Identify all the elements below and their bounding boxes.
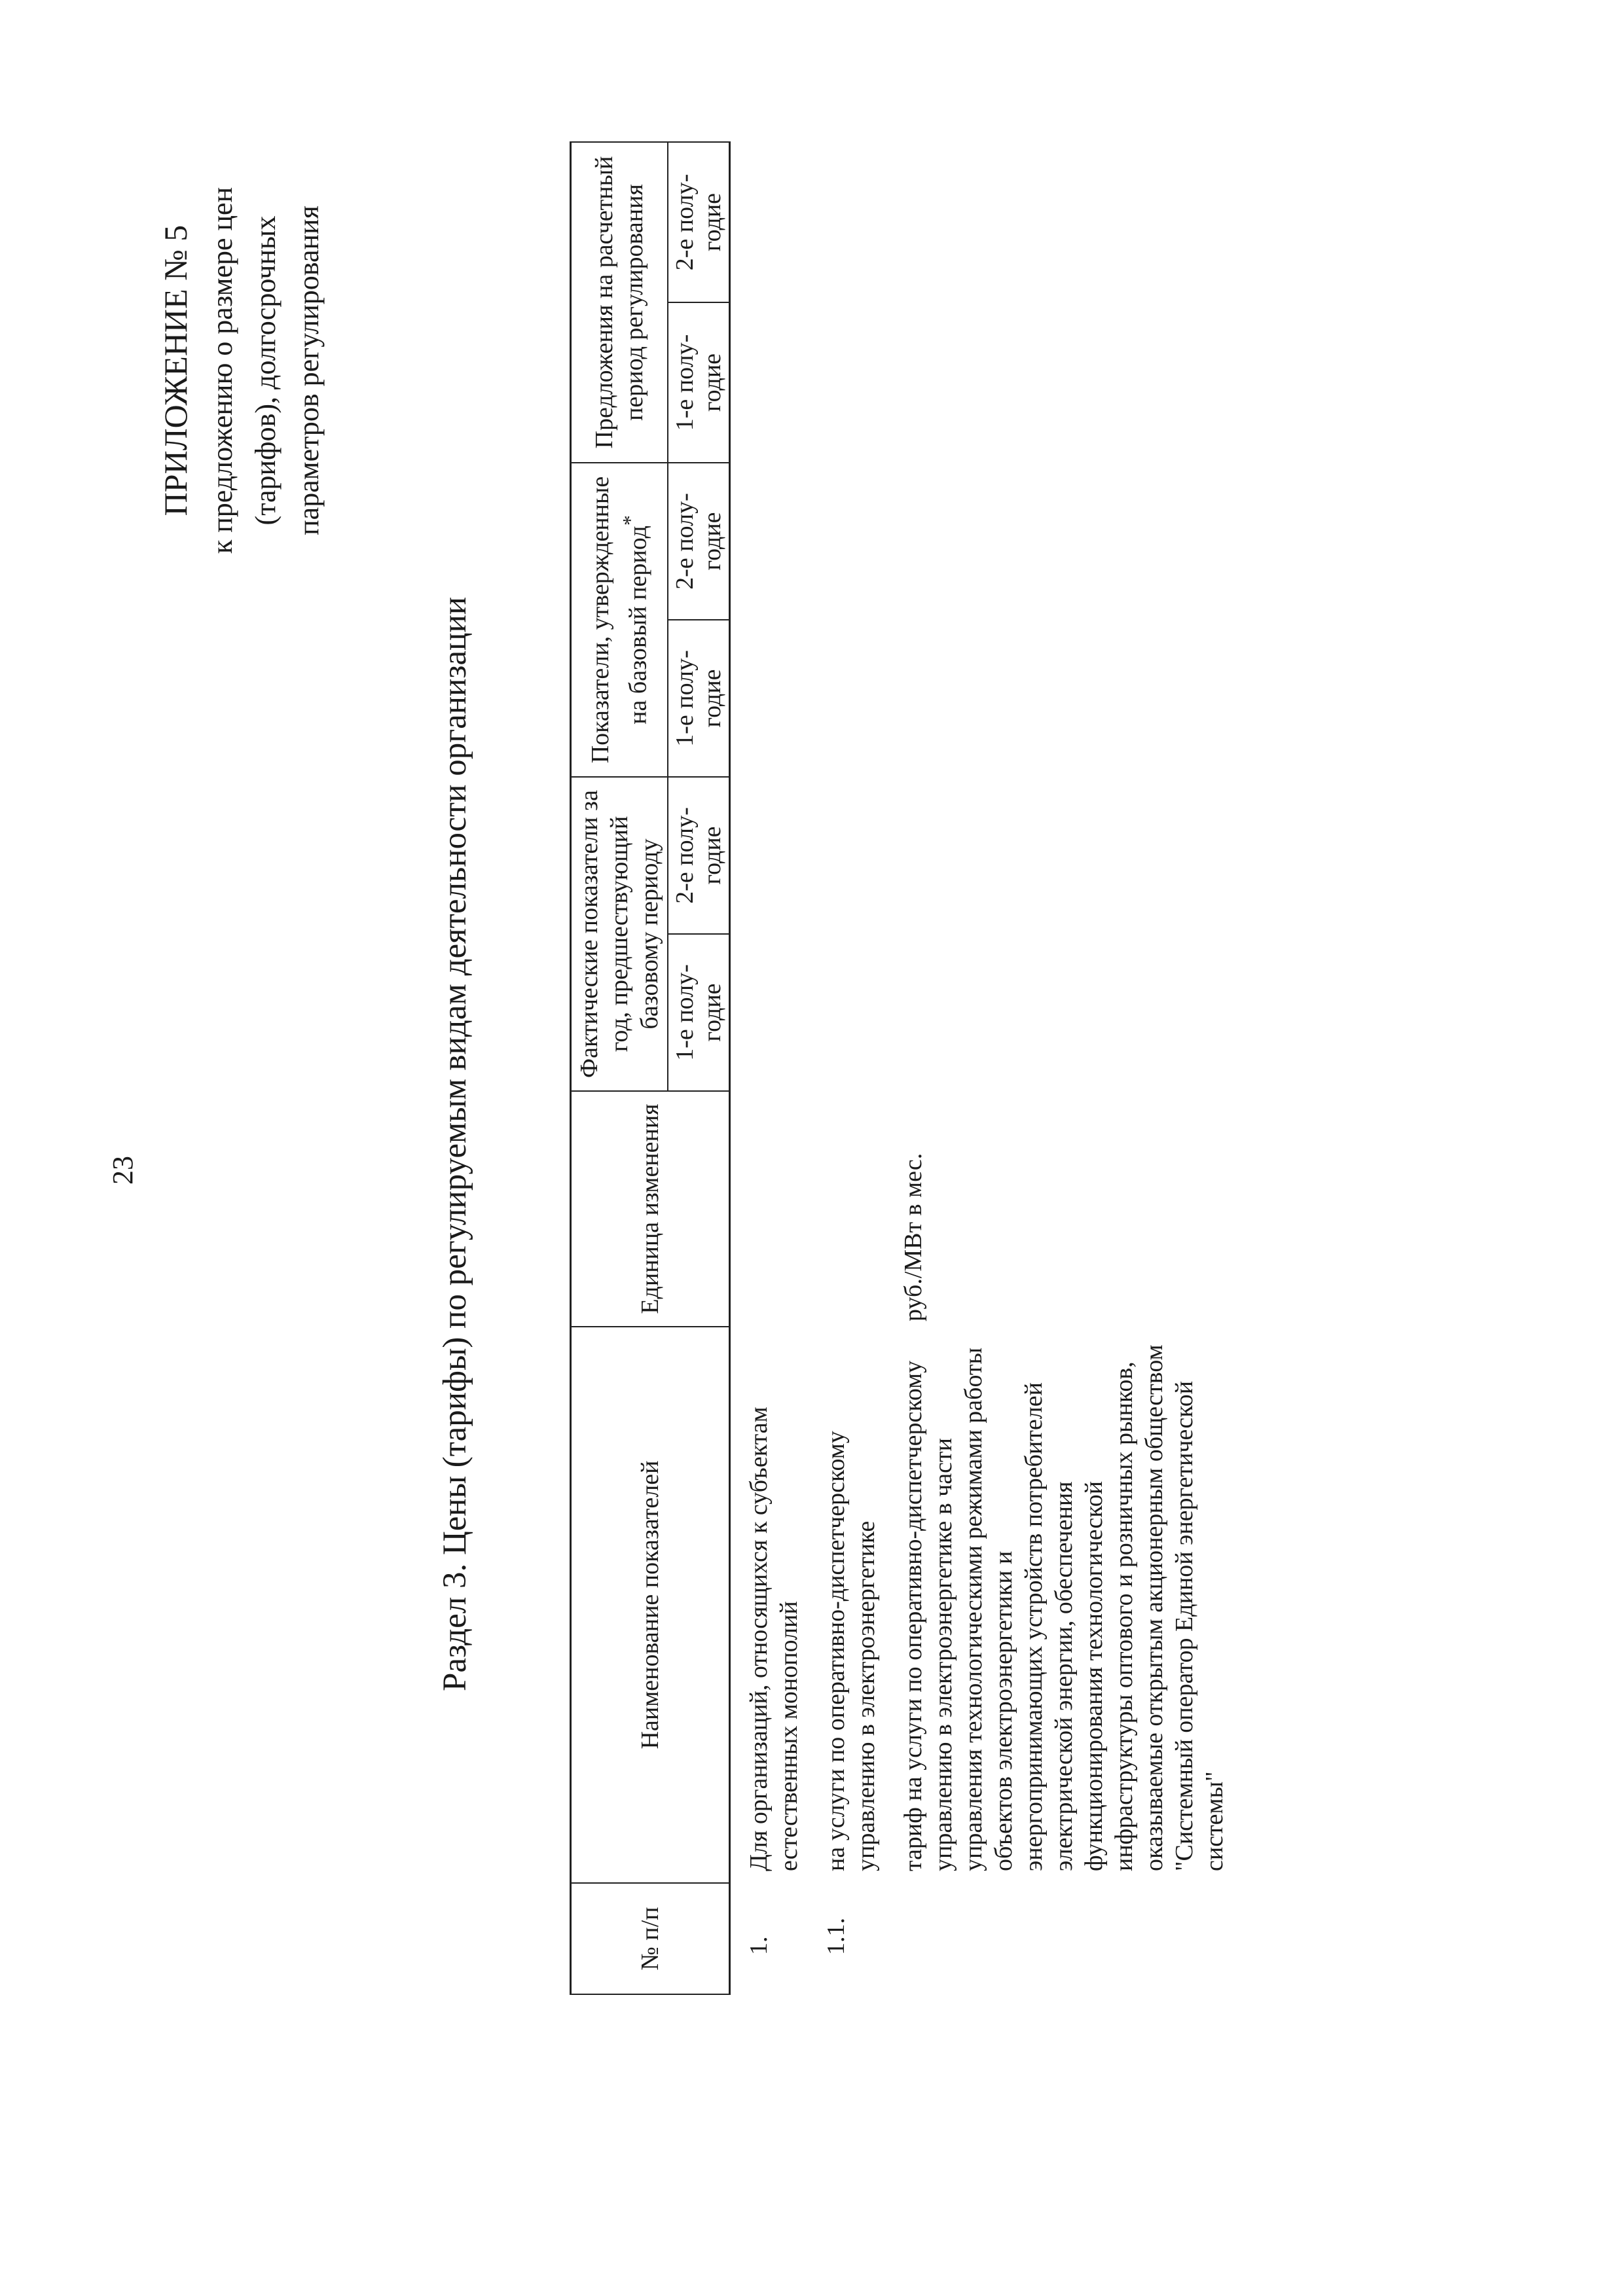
page-number: 23 [107,1156,139,1185]
header-actual: Фактические показатели за год, предшествующий базовому периоду [571,777,668,1091]
header-actual-half1: 1-е полу- годие [668,934,730,1091]
row-name: на услуги по оперативно-диспетчерскому управлению в электроэнергетике [822,1431,880,1871]
table-row [808,142,885,1994]
row-num: 1. [745,1936,773,1955]
header-proposals-half2: 2-е полу- годие [668,142,730,302]
table-row [885,142,1233,1994]
header-num: № п/п [571,1883,730,1994]
row-name: тариф на услуги по оперативно-диспетчерскому управлению в электроэнергетике в части управления технологическими режимами работы объектов электроэнергетики и энергопринимающих устройств потребителей электрической энергии, обеспечения функционирования технологической инфраструктуры оптового и розничных рынков, оказываемые открытым акционерным обществом "Системный оператор Единой энергетической системы" [900,1344,1228,1871]
row-unit: руб./МВт в мес. [900,1153,927,1321]
footnote-mark: * [619,515,642,526]
table-row [730,142,809,1994]
appendix-subtitle-line: параметров регулирования [293,206,325,535]
appendix-subtitle-line: к предложению о размере цен [206,187,238,554]
header-approved-text: Показатели, утвержденные на базовый период [587,476,652,764]
row-num [885,1883,1233,1994]
header-name: Наименование показателей [571,1327,730,1883]
appendix-subtitle-line: (тарифов), долгосрочных [249,215,282,526]
header-proposals: Предложения на расчетный период регулирования [571,142,668,463]
row-name: Для организаций, относящихся к субъектам естественных монополий [745,1407,803,1871]
row-unit [730,1091,809,1327]
header-unit: Единица изменения [571,1091,730,1327]
row-num: 1.1. [822,1918,850,1955]
tariff-table [570,141,1233,1995]
header-approved [571,463,668,777]
section-title: Раздел 3. Цены (тарифы) по регулируемым видам деятельности организации [437,596,473,1692]
header-actual-half2: 2-е полу- годие [668,777,730,934]
row-unit [808,1091,885,1327]
header-proposals-half1: 1-е полу- годие [668,302,730,463]
header-approved-half1: 1-е полу- годие [668,620,730,777]
appendix-title: ПРИЛОЖЕНИЕ № 5 [157,224,194,516]
appendix-header [154,122,331,619]
header-approved-half2: 2-е полу- годие [668,463,730,620]
